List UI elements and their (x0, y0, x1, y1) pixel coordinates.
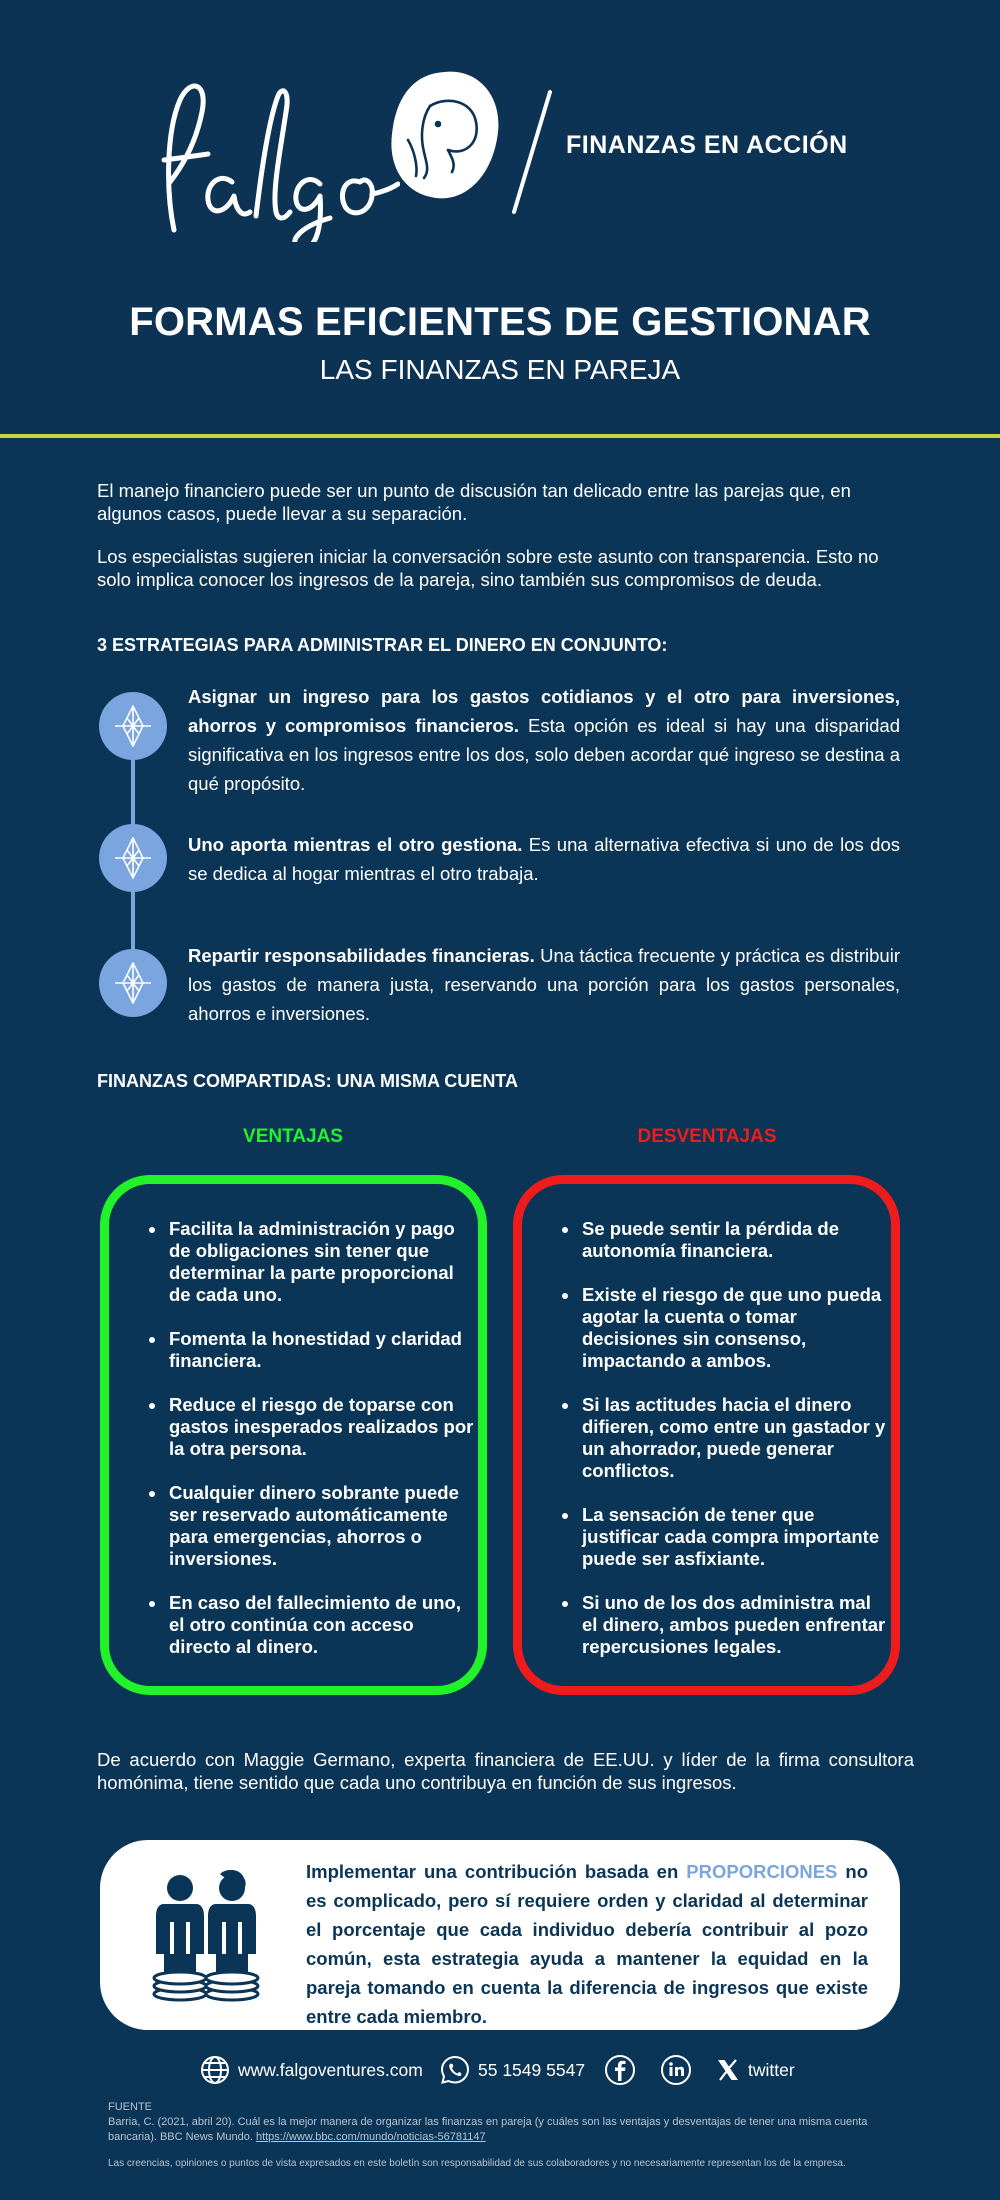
source-citation (108, 2115, 868, 2145)
source-label: FUENTE (108, 2101, 152, 2113)
list-item: • Reduce el riesgo de toparse con gastos inesperados realizados por la otra persona. (167, 1394, 478, 1460)
expert-note: De acuerdo con Maggie Germano, experta financiera de EE.UU. y líder de la firma consultora homónima, tiene sentido que cada uno contribuya en función de sus ingresos. (97, 1749, 914, 1793)
callout-highlight: PROPORCIONES (686, 1861, 838, 1882)
facebook-icon (604, 2054, 636, 2086)
list-item: • Si uno de los dos administra mal el dinero, ambos pueden enfrentar repercusiones legales. (580, 1592, 891, 1658)
callout-text-after: no es complicado, pero sí requiere orden y claridad al determinar el porcentaje que cada individuo debería contribuir al pozo común, esta estrategia ayuda a mantener la equidad en la pareja tomando en cuenta la diferencia de ingresos que existe entre cada miembro. (306, 1861, 868, 2027)
footer-contacts (0, 2054, 1000, 2086)
intro-paragraph-2: Los especialistas sugieren iniciar la conversación sobre este asunto con transparencia. Esto no solo implica conocer los ingresos de la pareja, sino también sus compromisos de deuda. (97, 546, 879, 590)
twitter-link[interactable] (716, 2054, 795, 2086)
slash-divider (506, 88, 556, 216)
brand-tagline: FINANZAS EN ACCIÓN (566, 131, 848, 159)
list-item: • Existe el riesgo de que uno pueda agotar la cuenta o tomar decisiones sin consenso, impactando a ambos. (580, 1284, 891, 1372)
strategy-bold: Uno aporta mientras el otro gestiona. (188, 834, 523, 855)
strategy-text: Esta opción es ideal si hay una disparidad significativa en los ingresos entre los dos, solo deben acordar qué ingreso se destina a qué propósito. (188, 715, 901, 794)
advantages-list (109, 1218, 478, 1658)
linkedin-icon (660, 2054, 692, 2086)
list-item: • Cualquier dinero sobrante puede ser reservado automáticamente para emergencias, ahorros o inversiones. (167, 1482, 478, 1570)
source-link[interactable]: https://www.bbc.com/mundo/noticias-56781147 (255, 2131, 486, 2143)
website-link[interactable] (200, 2054, 423, 2086)
advantages-box (100, 1175, 487, 1695)
couple-coins-icon (146, 1870, 266, 2002)
shared-account-title: FINANZAS COMPARTIDAS: UNA MISMA CUENTA (97, 1071, 518, 1091)
strategy-bold: Repartir responsabilidades financieras. (188, 945, 535, 966)
strategy-item (188, 682, 900, 798)
x-logo-icon (716, 2058, 740, 2082)
strategy-text: Una táctica frecuente y práctica es distribuir los gastos de manera justa, reservando una porción para los gastos personales, ahorros e inversiones. (188, 945, 900, 1024)
list-item: • Si las actitudes hacia el dinero difieren, como entre un gastador y un ahorrador, puede generar conflictos. (580, 1394, 891, 1482)
globe-icon (200, 2055, 230, 2085)
facebook-link[interactable] (604, 2054, 636, 2086)
callout-text-before: Implementar una contribución basada en (306, 1861, 687, 1882)
strategy-item (188, 830, 900, 888)
falgo-logo-wordmark (160, 72, 400, 242)
strategy-bold: Asignar un ingreso para los gastos cotidianos y el otro para inversiones, ahorros y compromisos financieros. (188, 686, 900, 736)
strategy-text: Es una alternativa efectiva si uno de los dos se dedica al hogar mientras el otro trabaja. (188, 834, 901, 884)
disadvantages-list (522, 1218, 891, 1658)
page-subtitle: LAS FINANZAS EN PAREJA (319, 354, 681, 385)
list-item: • Se puede sentir la pérdida de autonomía financiera. (580, 1218, 891, 1262)
website-text: www.falgoventures.com (238, 2059, 423, 2080)
disclaimer: Las creencias, opiniones o puntos de vista expresados en este boletín son responsabilidad de sus colaboradores y no necesariamente representan los de la empresa. (108, 2158, 846, 2169)
list-item: • La sensación de tener que justificar cada compra importante puede ser asfixiante. (580, 1504, 891, 1570)
callout-text (306, 1857, 868, 2031)
list-item: • En caso del fallecimiento de uno, el otro continúa con acceso directo al dinero. (167, 1592, 478, 1658)
whatsapp-icon (440, 2055, 470, 2085)
phone-link[interactable] (440, 2054, 585, 2086)
diamond-icon (99, 949, 167, 1017)
disadvantages-box (513, 1175, 900, 1695)
header (0, 0, 1000, 436)
header-divider (0, 434, 1000, 438)
intro-paragraph-1: El manejo financiero puede ser un punto de discusión tan delicado entre las parejas que, en algunos casos, puede llevar a su separación. (97, 480, 851, 524)
page-title: FORMAS EFICIENTES DE GESTIONAR (129, 300, 871, 344)
disadvantages-heading: DESVENTAJAS (637, 1126, 777, 1147)
source-text: Barria, C. (2021, abril 20). Cuál es la mejor manera de organizar las finanzas en pareja (y cuáles son las ventajas y desventajas de tener una misma cuenta bancaria). BBC News Mundo. (108, 2116, 868, 2143)
strategies-title: 3 ESTRATEGIAS PARA ADMINISTRAR EL DINERO EN CONJUNTO: (97, 635, 668, 655)
twitter-text: twitter (748, 2059, 795, 2080)
advantages-heading: VENTAJAS (243, 1126, 343, 1147)
proportions-callout (100, 1840, 900, 2030)
list-item: • Fomenta la honestidad y claridad financiera. (167, 1328, 478, 1372)
strategy-item (188, 941, 900, 1028)
list-item: • Facilita la administración y pago de obligaciones sin tener que determinar la parte proporcional de cada uno. (167, 1218, 478, 1306)
diamond-icon (99, 824, 167, 892)
linkedin-link[interactable] (660, 2054, 692, 2086)
elephant-logo-icon (386, 66, 502, 206)
diamond-icon (99, 692, 167, 760)
phone-text: 55 1549 5547 (478, 2059, 586, 2080)
